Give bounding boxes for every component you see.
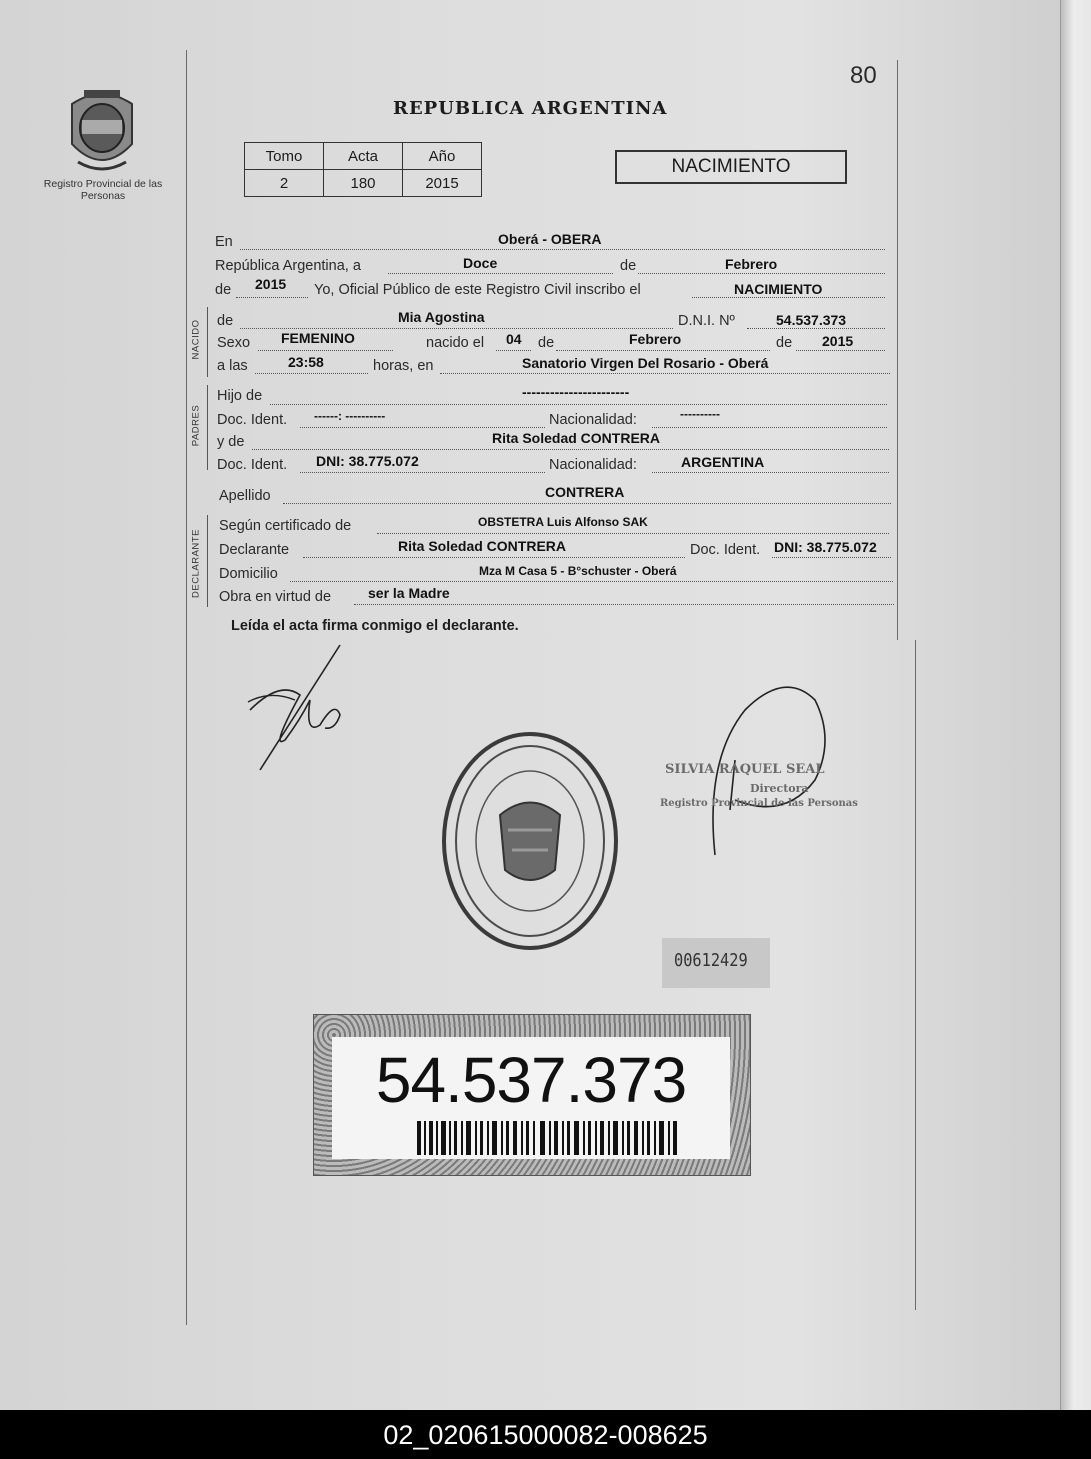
page-edge	[1060, 0, 1091, 1410]
doc-ident-label-2: Doc. Ident.	[217, 457, 288, 473]
domicilio-dots	[290, 581, 893, 582]
inscribo-value: NACIMIENTO	[734, 281, 823, 297]
declarant-signature	[240, 640, 360, 780]
hora-dots	[255, 373, 368, 374]
registro-provincial-label: Registro Provincial de las Personas	[43, 178, 163, 202]
nac-mes-value: Febrero	[629, 331, 682, 347]
dni-dots	[747, 328, 885, 329]
doc1-dots	[300, 427, 545, 428]
hijo-dots	[270, 404, 887, 405]
provincial-crest-icon	[64, 84, 140, 176]
id-label-inner	[332, 1037, 730, 1159]
nac1-value: ----------	[680, 407, 720, 421]
en-label: En	[215, 234, 233, 250]
anio-dots	[236, 297, 308, 298]
dia-dots	[388, 273, 613, 274]
hora-value: 23:58	[288, 354, 324, 370]
dni-label: D.N.I. Nº	[678, 313, 735, 329]
official-stamp-office: Registro Provincial de las Personas	[660, 798, 858, 809]
document-title: REPUBLICA ARGENTINA	[393, 98, 668, 119]
en-dots	[240, 249, 885, 250]
obra-dots	[354, 604, 894, 605]
de-label-5: de	[776, 335, 793, 351]
a-las-label: a las	[217, 358, 248, 374]
padres-section-label: PADRES	[190, 404, 202, 447]
obra-label: Obra en virtud de	[219, 589, 332, 605]
left-margin-line	[186, 50, 187, 1325]
dia-value: Doce	[463, 255, 498, 271]
tomo-header: Tomo	[245, 143, 324, 170]
page-number: 80	[850, 62, 877, 89]
mes-value: Febrero	[725, 256, 778, 272]
acta-value: 180	[324, 170, 403, 197]
doc-ident-label-3: Doc. Ident.	[690, 542, 761, 558]
madre-value: Rita Soledad CONTRERA	[492, 430, 661, 446]
sexo-value: FEMENINO	[281, 330, 355, 346]
segun-dots	[377, 533, 889, 534]
official-seal	[440, 730, 620, 952]
apellido-dots	[283, 503, 891, 504]
lugar-dots	[440, 373, 890, 374]
lugar-value: Sanatorio Virgen Del Rosario - Oberá	[522, 355, 769, 371]
acta-header: Acta	[324, 143, 403, 170]
de-label-2: de	[215, 282, 232, 298]
nac-mes-dots	[556, 350, 770, 351]
domicilio-value: Mza M Casa 5 - B°schuster - Oberá	[479, 564, 677, 578]
doc3-value: DNI: 38.775.072	[774, 539, 877, 555]
tomo-value: 2	[245, 170, 324, 197]
anio-value: 2015	[403, 170, 482, 197]
de-label-1: de	[620, 258, 637, 274]
right-margin-line-lower	[915, 640, 916, 1310]
nac2-dots	[652, 472, 889, 473]
nac-anio-dots	[796, 350, 885, 351]
inscribo-dots	[692, 297, 885, 298]
sexo-dots	[258, 350, 393, 351]
en-value: Oberá - OBERA	[498, 231, 602, 247]
scan-code: 02_020615000082-008625	[383, 1420, 708, 1450]
nombre-dots	[240, 328, 673, 329]
declarante-bracket	[207, 515, 208, 607]
segun-label: Según certificado de	[219, 518, 352, 534]
official-stamp-title: Directora	[750, 782, 809, 795]
apellido-label: Apellido	[219, 488, 271, 504]
doc3-dots	[772, 557, 891, 558]
official-stamp-name: SILVIA RAQUEL SEAL	[665, 762, 825, 777]
y-de-label: y de	[217, 434, 245, 450]
nac2-value: ARGENTINA	[681, 454, 765, 470]
control-number: 00612429	[674, 950, 748, 971]
de-label-3: de	[217, 313, 234, 329]
doc1-value: ------: ----------	[314, 409, 386, 423]
declarante-value: Rita Soledad CONTRERA	[398, 538, 567, 554]
control-number-stamp	[662, 938, 770, 988]
nac-anio-value: 2015	[822, 333, 854, 349]
id-label-sticker	[313, 1014, 751, 1176]
doc2-value: DNI: 38.775.072	[316, 453, 419, 469]
declarante-label: Declarante	[219, 542, 290, 558]
nac-dia-value: 04	[506, 331, 522, 347]
anio-header: Año	[403, 143, 482, 170]
segun-value: OBSTETRA Luis Alfonso SAK	[478, 515, 648, 529]
madre-dots	[252, 449, 889, 450]
right-margin-line	[897, 60, 898, 640]
closing-statement: Leída el acta firma conmigo el declarante.	[231, 618, 519, 634]
doc-ident-label-1: Doc. Ident.	[217, 412, 288, 428]
hijo-label: Hijo de	[217, 388, 263, 404]
dni-value: 54.537.373	[776, 312, 847, 328]
barcode-icon	[417, 1121, 681, 1155]
oficial-text: Yo, Oficial Público de este Registro Civil inscribo el	[314, 282, 641, 298]
mes-dots	[638, 273, 885, 274]
declarante-section-label: DECLARANTE	[190, 529, 202, 598]
domicilio-label: Domicilio	[219, 566, 278, 582]
hijo-value: -----------------------	[522, 384, 630, 400]
republica-label: República Argentina, a	[215, 258, 361, 274]
id-label-number: 54.537.373	[375, 1044, 687, 1116]
nac-dia-dots	[496, 350, 531, 351]
sexo-label: Sexo	[217, 335, 251, 351]
scan-footer	[0, 1410, 1091, 1459]
nacido-section-label: NACIDO	[190, 319, 202, 360]
nacido-el-label: nacido el	[426, 335, 485, 351]
apellido-value: CONTRERA	[545, 484, 625, 500]
horas-en-label: horas, en	[373, 358, 434, 374]
doc2-dots	[300, 472, 545, 473]
obra-value: ser la Madre	[368, 585, 450, 601]
document-type-box: NACIMIENTO	[615, 150, 847, 184]
padres-bracket	[207, 385, 208, 470]
acta-table	[244, 142, 482, 197]
nac1-dots	[652, 427, 887, 428]
nombre-value: Mia Agostina	[398, 309, 485, 325]
nacionalidad-label-2: Nacionalidad:	[549, 457, 637, 473]
de-label-4: de	[538, 335, 555, 351]
anio-value-field: 2015	[255, 276, 287, 292]
nacido-bracket	[207, 307, 208, 377]
nacionalidad-label-1: Nacionalidad:	[549, 412, 637, 428]
declarante-dots	[303, 557, 685, 558]
